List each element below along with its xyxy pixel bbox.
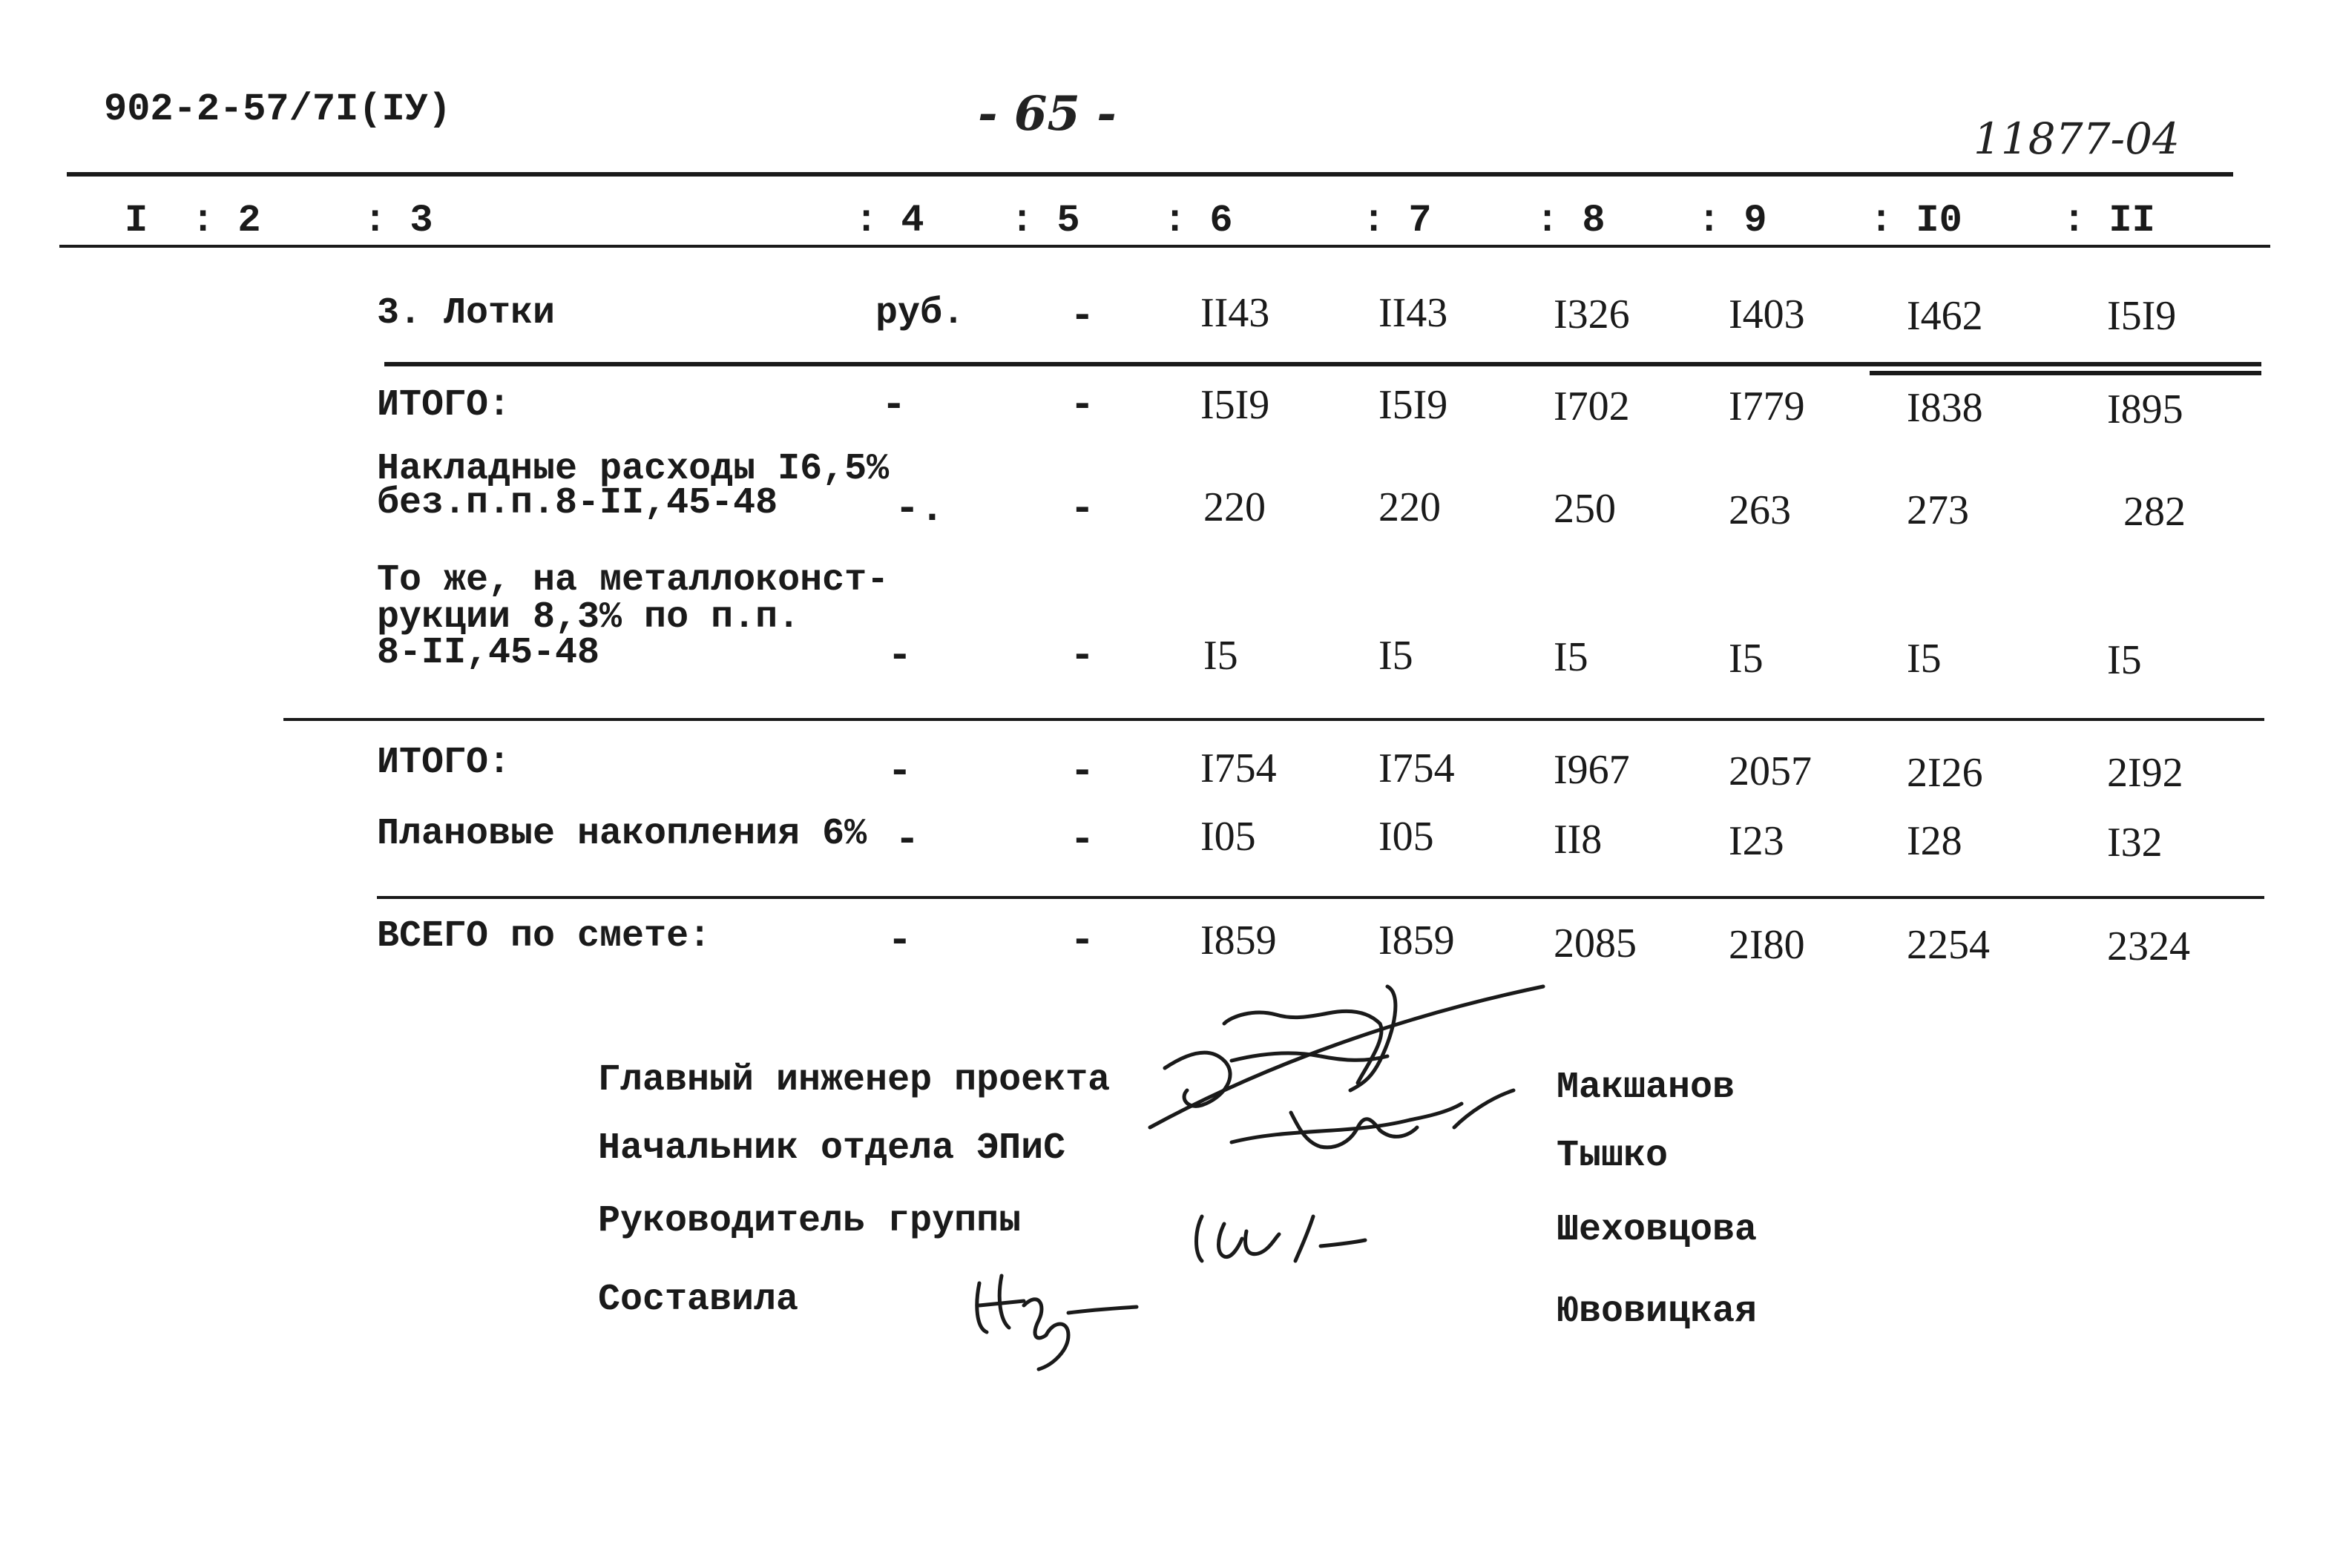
value-cell: 2057	[1729, 748, 1812, 794]
value-cell: I326	[1554, 291, 1630, 337]
column-header: : 5	[1010, 199, 1080, 243]
value-cell: I838	[1907, 385, 1983, 431]
value-cell: I779	[1729, 383, 1805, 429]
document-code: 902-2-57/7I(IУ)	[104, 88, 452, 131]
col5-cell: -	[1070, 381, 1095, 429]
col5-cell: -	[1070, 292, 1095, 340]
value-cell: 220	[1203, 484, 1266, 530]
header-bottom-rule	[59, 245, 2270, 248]
signer-name: Тышко	[1557, 1135, 1669, 1177]
column-header: : 2	[191, 199, 261, 243]
handwritten-signature	[1143, 979, 1558, 1202]
value-cell: 220	[1378, 484, 1441, 530]
value-cell: I5	[1907, 636, 1942, 682]
col5-cell: -	[1070, 632, 1095, 679]
value-cell: I5	[1378, 633, 1413, 679]
row-label: Накладные расходы I6,5%	[377, 448, 890, 490]
value-cell: I05	[1378, 814, 1434, 860]
table-top-rule	[67, 172, 2233, 177]
row-divider	[283, 718, 2264, 721]
value-cell: II8	[1554, 817, 1603, 863]
column-header: : 4	[855, 199, 924, 243]
value-cell: I702	[1554, 383, 1630, 429]
column-header: I	[125, 199, 148, 243]
handwritten-signature	[964, 1261, 1143, 1372]
value-cell: I23	[1729, 818, 1784, 864]
column-header: : 7	[1362, 199, 1432, 243]
value-cell: II43	[1378, 290, 1448, 336]
signer-position: Главный инженер проекта	[598, 1059, 1111, 1101]
value-cell: I5	[1554, 634, 1588, 680]
signer-position: Руководитель группы	[598, 1200, 1022, 1242]
value-cell: 250	[1554, 486, 1616, 532]
value-cell: 263	[1729, 487, 1791, 533]
row-label: ВСЕГО по смете:	[377, 915, 711, 958]
value-cell: 273	[1907, 487, 1969, 533]
signer-name: Макшанов	[1557, 1067, 1735, 1109]
row-divider	[1870, 371, 2261, 375]
value-cell: I05	[1200, 814, 1256, 860]
value-cell: 2324	[2107, 923, 2190, 969]
row-divider	[377, 896, 2264, 899]
value-cell: 2I26	[1907, 750, 1983, 796]
column-header: : 8	[1536, 199, 1606, 243]
value-cell: I462	[1907, 293, 1983, 339]
signer-position: Начальник отдела ЭПиС	[598, 1127, 1066, 1170]
value-cell: I32	[2107, 820, 2163, 866]
unit-cell: руб.	[875, 292, 965, 335]
value-cell: 2254	[1907, 922, 1990, 968]
row-label: без.п.п.8-II,45-48	[377, 482, 778, 524]
value-cell: I859	[1378, 918, 1455, 963]
value-cell: II43	[1200, 290, 1270, 336]
value-cell: I754	[1200, 745, 1277, 791]
row-label: 3. Лотки	[377, 292, 556, 335]
value-cell: I967	[1554, 747, 1630, 793]
col5-cell: -	[1070, 485, 1095, 533]
unit-cell: -	[895, 816, 920, 863]
value-cell: 2I92	[2107, 750, 2183, 796]
value-cell: I403	[1729, 291, 1805, 337]
value-cell: I5I9	[1200, 382, 1270, 428]
value-cell: I5I9	[2107, 293, 2177, 339]
handwritten-signature	[1187, 1202, 1380, 1268]
col5-cell: -	[1070, 748, 1095, 795]
unit-cell: -	[887, 917, 913, 964]
value-cell: I5I9	[1378, 382, 1448, 428]
value-cell: I5	[1203, 633, 1238, 679]
unit-cell: -.	[895, 485, 945, 533]
row-divider	[384, 362, 2261, 366]
signer-name: Ювовицкая	[1557, 1291, 1758, 1333]
value-cell: 282	[2123, 489, 2186, 535]
value-cell: I754	[1378, 745, 1455, 791]
col5-cell: -	[1070, 816, 1095, 863]
row-label: Плановые накопления 6%	[377, 813, 867, 855]
unit-cell: -	[881, 381, 907, 429]
signer-name: Шеховцова	[1557, 1209, 1758, 1251]
value-cell: I5	[2107, 637, 2142, 683]
page-number: - 65 -	[978, 86, 1117, 142]
value-cell: I859	[1200, 918, 1277, 963]
value-cell: I895	[2107, 386, 2183, 432]
archive-number: 11877-04	[1973, 113, 2180, 164]
column-header: : II	[2063, 199, 2155, 243]
column-header: : 9	[1698, 199, 1767, 243]
col5-cell: -	[1070, 917, 1095, 964]
signer-position: Составила	[598, 1279, 799, 1321]
column-header: : 3	[364, 199, 433, 243]
value-cell: I28	[1907, 818, 1962, 864]
column-header: : I0	[1870, 199, 1962, 243]
value-cell: 2085	[1554, 920, 1637, 966]
value-cell: 2I80	[1729, 922, 1805, 968]
row-label: ИТОГО:	[377, 742, 511, 784]
column-header: : 6	[1163, 199, 1233, 243]
row-label: То же, на металлоконст-	[377, 559, 890, 602]
row-label: ИТОГО:	[377, 384, 511, 426]
row-label: 8-II,45-48	[377, 632, 600, 674]
unit-cell: -	[887, 632, 913, 679]
unit-cell: -	[887, 748, 913, 795]
row-label: рукции 8,3% по п.п.	[377, 596, 801, 639]
value-cell: I5	[1729, 636, 1764, 682]
